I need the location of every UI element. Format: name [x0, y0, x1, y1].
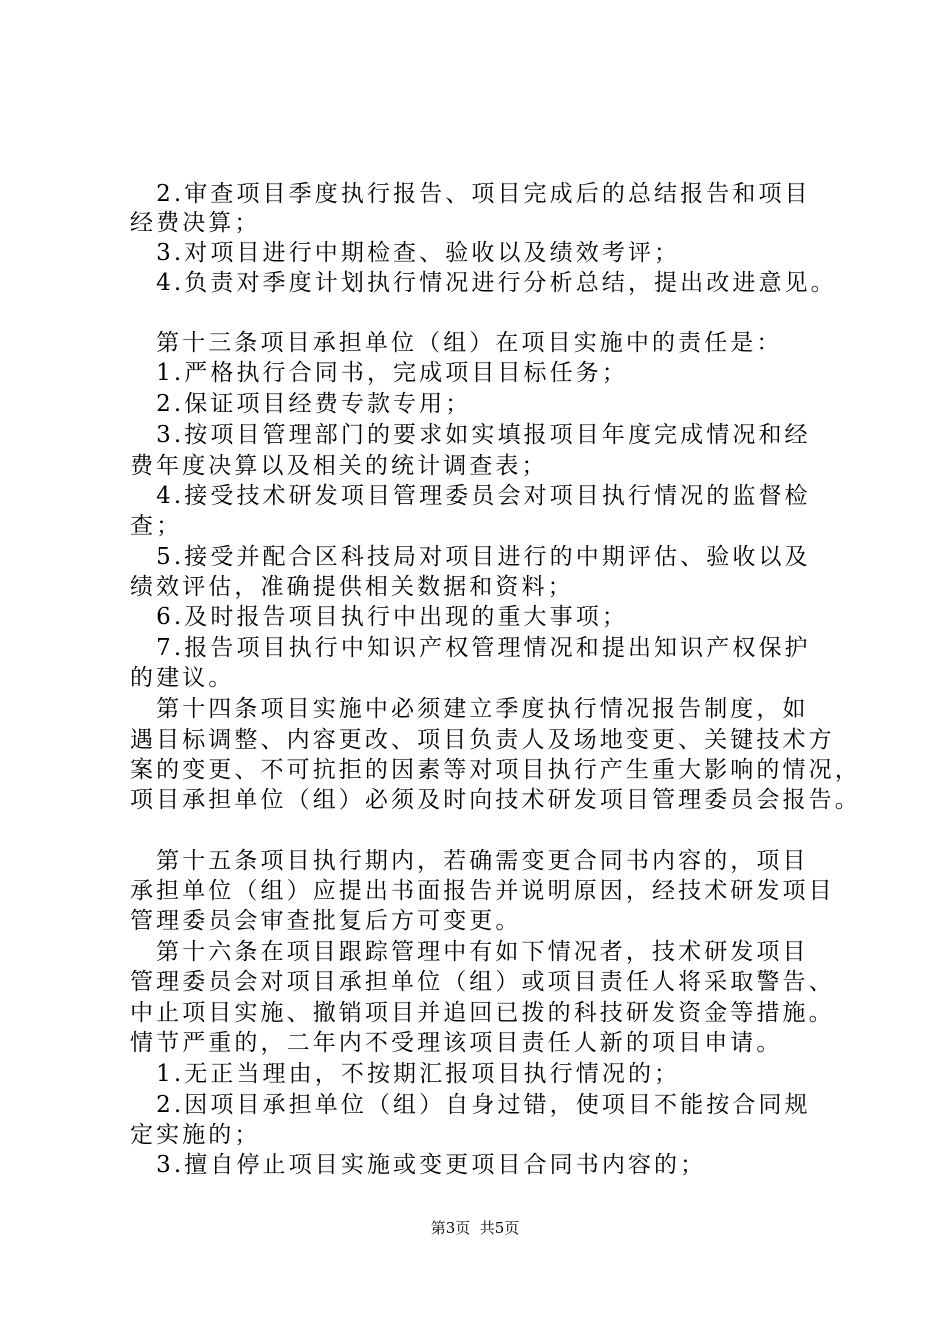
article-heading-15: 第十五条项目执行期内，若确需变更合同书内容的，项目 [130, 848, 809, 874]
paragraph-line: 3.对项目进行中期检查、验收以及绩效考评； [130, 240, 681, 266]
paragraph-line: 3.按项目管理部门的要求如实填报项目年度完成情况和经 [130, 422, 811, 448]
paragraph-line: 6.及时报告项目执行中出现的重大事项； [130, 604, 628, 630]
paragraph-line: 项目承担单位（组）必须及时向技术研发项目管理委员会报告。 [130, 787, 861, 813]
paragraph-line: 查； [130, 513, 183, 539]
paragraph-line: 承担单位（组）应提出书面报告并说明原因，经技术研发项目 [130, 878, 835, 904]
page-footer: 第3页 共5页 [430, 1219, 520, 1237]
paragraph-line: 1.严格执行合同书，完成项目目标任务； [130, 360, 628, 386]
paragraph-line: 2.审查项目季度执行报告、项目完成后的总结报告和项目 [130, 181, 811, 207]
paragraph-line: 情节严重的，二年内不受理该项目责任人新的项目申请。 [130, 1030, 783, 1056]
paragraph-line: 的建议。 [130, 665, 235, 691]
paragraph-line: 1.无正当理由，不按期汇报项目执行情况的； [130, 1061, 681, 1087]
paragraph-line: 费年度决算以及相关的统计调查表； [130, 453, 548, 479]
article-heading-14: 第十四条项目实施中必须建立季度执行情况报告制度，如 [130, 696, 809, 722]
article-heading-16: 第十六条在项目跟踪管理中有如下情况者，技术研发项目 [130, 939, 809, 965]
paragraph-line: 定实施的； [130, 1122, 261, 1148]
paragraph-line: 管理委员会对项目承担单位（组）或项目责任人将采取警告、 [130, 969, 835, 995]
paragraph-line: 4.接受技术研发项目管理委员会对项目执行情况的监督检 [130, 483, 811, 509]
paragraph-line: 绩效评估，准确提供相关数据和资料； [130, 574, 574, 600]
paragraph-line: 遇目标调整、内容更改、项目负责人及场地变更、关键技术方 [130, 727, 835, 753]
paragraph-line: 中止项目实施、撤销项目并追回已拨的科技研发资金等措施。 [130, 1000, 835, 1026]
paragraph-line: 案的变更、不可抗拒的因素等对项目执行产生重大影响的情况， [130, 757, 861, 783]
paragraph-line: 4.负责对季度计划执行情况进行分析总结，提出改进意见。 [130, 270, 837, 296]
paragraph-line: 7.报告项目执行中知识产权管理情况和提出知识产权保护 [130, 635, 811, 661]
paragraph-line: 2.保证项目经费专款专用； [130, 391, 472, 417]
paragraph-line: 3.擅自停止项目实施或变更项目合同书内容的； [130, 1152, 707, 1178]
article-heading-13: 第十三条项目承担单位（组）在项目实施中的责任是： [130, 330, 783, 356]
paragraph-line: 经费决算； [130, 210, 261, 236]
paragraph-line: 5.接受并配合区科技局对项目进行的中期评估、验收以及 [130, 544, 811, 570]
paragraph-line: 2.因项目承担单位（组）自身过错，使项目不能按合同规 [130, 1092, 811, 1118]
paragraph-line: 管理委员会审查批复后方可变更。 [130, 908, 522, 934]
